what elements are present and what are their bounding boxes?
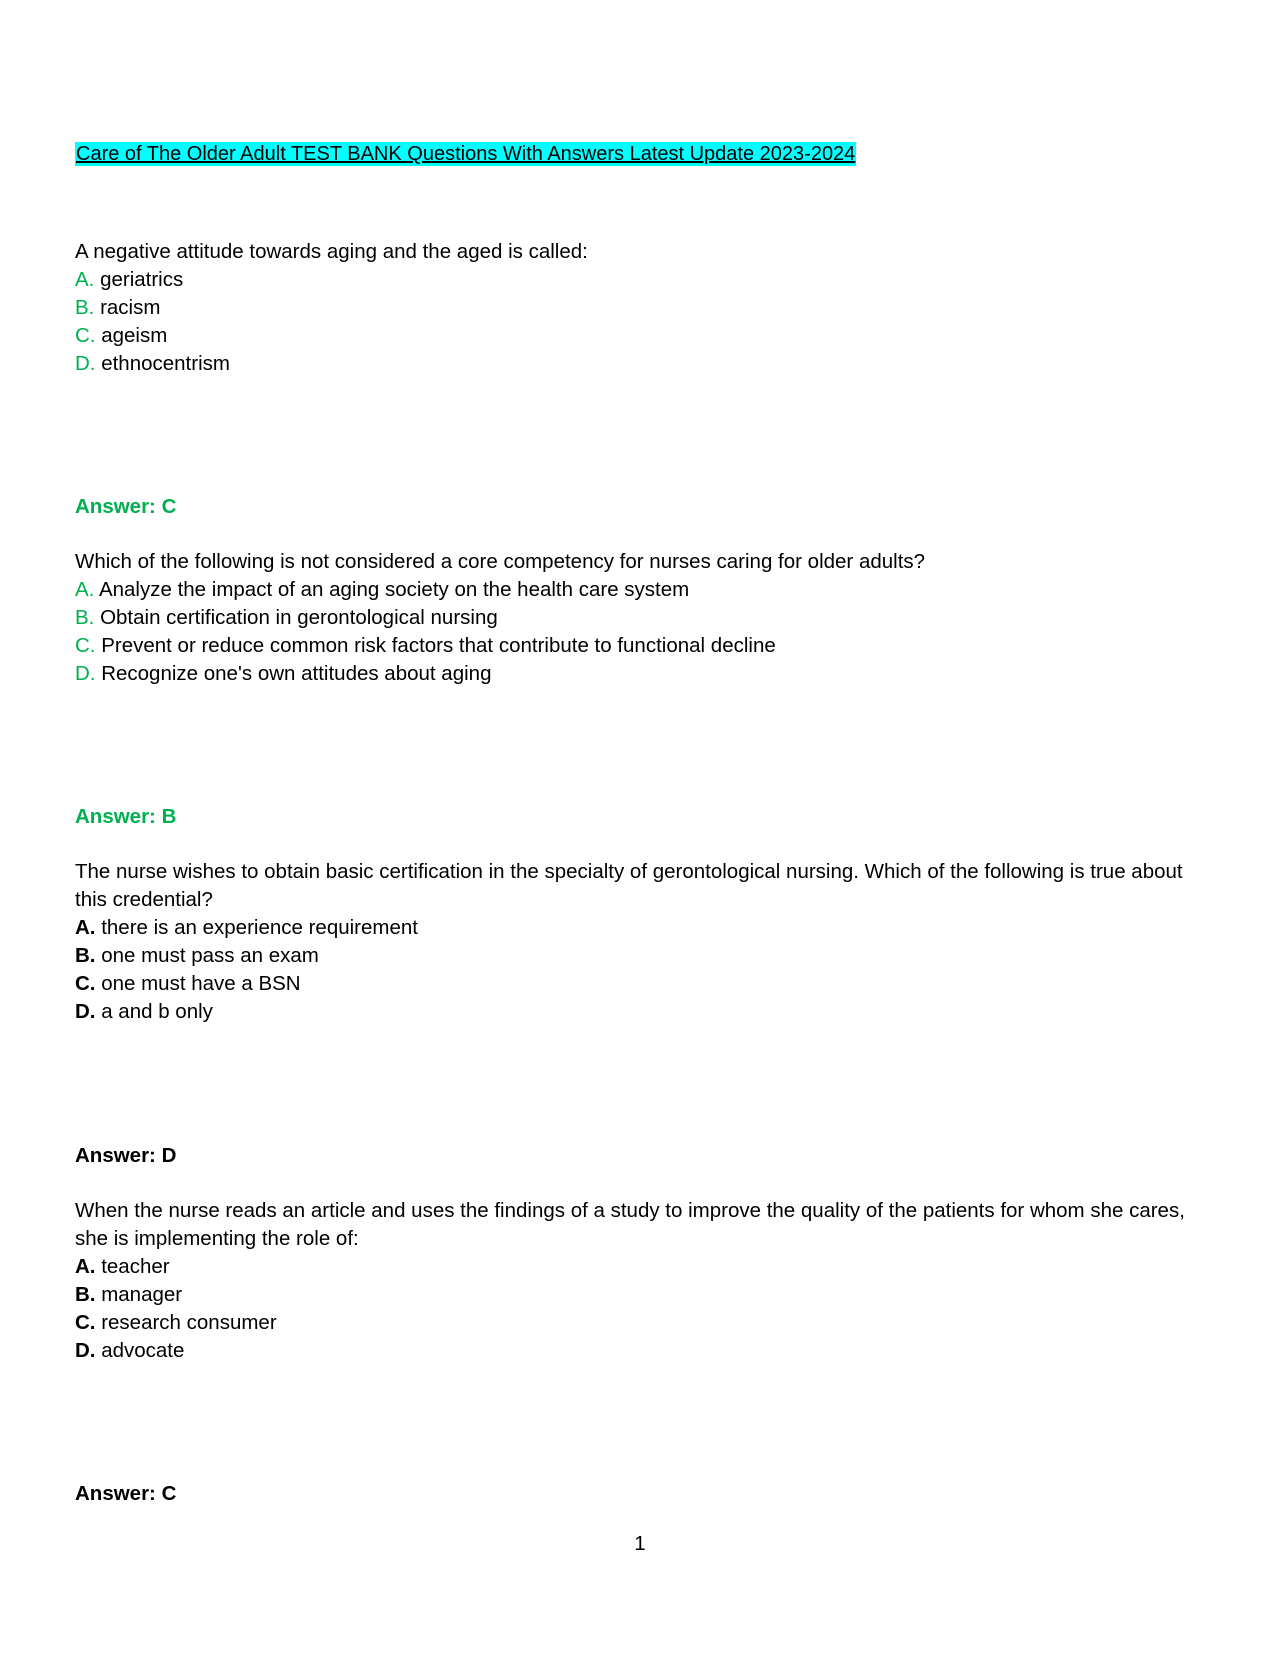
option-text: ageism <box>95 324 168 347</box>
option-c <box>75 970 1195 998</box>
option-text: one must pass an exam <box>95 944 319 967</box>
question-stem: The nurse wishes to obtain basic certification in the specialty of gerontological nursing. Which of the following is true about this credential? <box>75 860 1183 911</box>
option-b <box>75 1281 1195 1309</box>
answer-4: Answer: C <box>75 1482 177 1505</box>
option-text: Recognize one's own attitudes about aging <box>95 662 492 685</box>
document-title: Care of The Older Adult TEST BANK Questions With Answers Latest Update 2023-2024 <box>76 143 856 165</box>
option-letter: A. <box>75 1255 96 1278</box>
option-text: Analyze the impact of an aging society on the health care system <box>94 578 690 601</box>
option-letter: C. <box>75 1311 96 1334</box>
option-text: Obtain certification in gerontological nursing <box>94 606 498 629</box>
option-b <box>75 294 1195 322</box>
question-stem: Which of the following is not considered a core competency for nurses caring for older adults? <box>75 550 926 573</box>
page-number: 1 <box>634 1532 646 1555</box>
option-letter: D. <box>75 352 96 375</box>
question-3 <box>75 858 1195 1026</box>
option-text: racism <box>94 296 161 319</box>
question-1 <box>75 238 1195 378</box>
option-text: Prevent or reduce common risk factors that contribute to functional decline <box>95 634 776 657</box>
answer-2: Answer: B <box>75 805 177 828</box>
option-letter: D. <box>75 662 96 685</box>
option-a <box>75 266 1195 294</box>
question-4 <box>75 1197 1195 1365</box>
option-text: manager <box>95 1283 183 1306</box>
question-stem: When the nurse reads an article and uses the findings of a study to improve the quality of the patients for whom she cares, she is implementing the role of: <box>75 1199 1185 1250</box>
option-letter: B. <box>75 296 95 319</box>
option-a <box>75 914 1195 942</box>
option-text: ethnocentrism <box>95 352 230 375</box>
option-letter: A. <box>75 268 95 291</box>
option-letter: B. <box>75 606 95 629</box>
option-letter: B. <box>75 1283 96 1306</box>
question-2 <box>75 548 1195 688</box>
option-text: there is an experience requirement <box>95 916 418 939</box>
option-text: advocate <box>95 1339 185 1362</box>
option-letter: C. <box>75 972 96 995</box>
option-text: a and b only <box>95 1000 213 1023</box>
option-letter: A. <box>75 578 95 601</box>
option-b <box>75 942 1195 970</box>
option-d <box>75 660 1195 688</box>
answer-1: Answer: C <box>75 495 177 518</box>
option-d <box>75 998 1195 1026</box>
option-text: one must have a BSN <box>95 972 301 995</box>
option-letter: C. <box>75 324 96 347</box>
option-d <box>75 350 1195 378</box>
option-a <box>75 576 1195 604</box>
answer-3: Answer: D <box>75 1144 177 1167</box>
option-d <box>75 1337 1195 1365</box>
option-letter: A. <box>75 916 96 939</box>
option-text: geriatrics <box>94 268 184 291</box>
option-a <box>75 1253 1195 1281</box>
option-letter: B. <box>75 944 96 967</box>
option-text: teacher <box>95 1255 170 1278</box>
option-b <box>75 604 1195 632</box>
option-text: research consumer <box>95 1311 277 1334</box>
option-letter: D. <box>75 1339 96 1362</box>
option-c <box>75 632 1195 660</box>
question-stem: A negative attitude towards aging and the aged is called: <box>75 240 588 263</box>
option-letter: C. <box>75 634 96 657</box>
option-letter: D. <box>75 1000 96 1023</box>
option-c <box>75 1309 1195 1337</box>
option-c <box>75 322 1195 350</box>
